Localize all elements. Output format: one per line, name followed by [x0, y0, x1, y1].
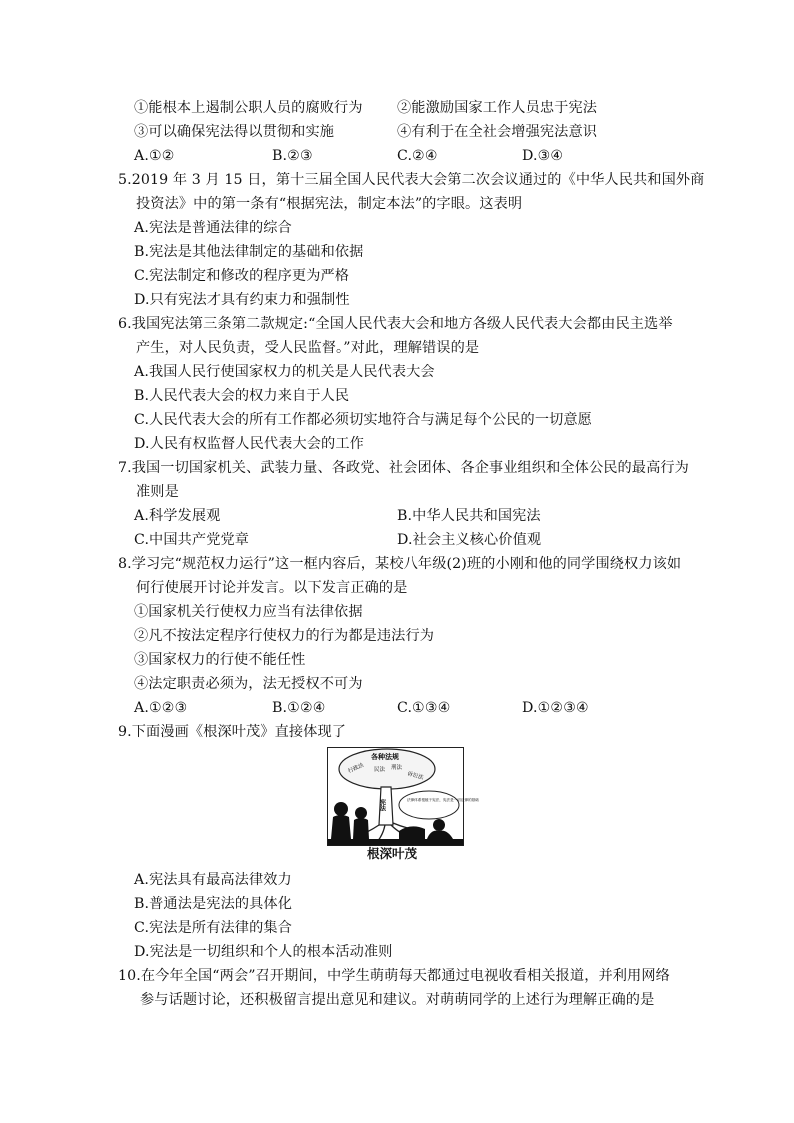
q8-stem-line2: 何行使展开讨论并发言。以下发言正确的是 [136, 580, 408, 596]
q8-statement-1: ①国家机关行使权力应当有法律依据 [134, 604, 363, 620]
q7-option-b: B.中华人民共和国宪法 [397, 508, 541, 524]
q4-statement-1: ①能根本上遏制公职人员的腐败行为 [134, 100, 363, 116]
q7-option-c: C.中国共产党党章 [134, 532, 250, 548]
q4-option-b: B.②③ [272, 148, 313, 164]
q8-option-c: C.①③④ [397, 700, 451, 716]
q4-option-a: A.①② [134, 148, 175, 164]
law-label-4: 诉讼法 [406, 771, 424, 782]
q8-statement-4: ④法定职责必须为，法无授权不可为 [134, 676, 363, 692]
law-label-3: 刑法 [391, 765, 403, 771]
q6-option-c: C.人民代表大会的所有工作都必须切实地符合与满足每个公民的一切意愿 [134, 412, 592, 428]
cartoon-root-deep-leaves-lush [327, 747, 479, 846]
speech-bubble [399, 791, 459, 819]
q10-stem-line2: 参与话题讨论，还积极留言提出意见和建议。对萌萌同学的上述行为理解正确的是 [140, 992, 655, 1008]
q5-stem-line1: 5.2019 年 3 月 15 日，第十三届全国人民代表大会第二次会议通过的《中华人民共和国外商 [118, 172, 705, 188]
q10-stem-line1: 10.在今年全国“两会”召开期间，中学生萌萌每天都通过电视收看相关报道，并利用网络 [118, 968, 670, 984]
q8-statement-3: ③国家权力的行使不能任性 [134, 652, 306, 668]
ground [328, 839, 464, 846]
q6-option-a: A.我国人民行使国家权力的机关是人民代表大会 [134, 364, 435, 380]
trunk-label: 宪法 [378, 799, 386, 811]
q5-option-a: A.宪法是普通法律的综合 [134, 220, 292, 236]
law-label-1: 行政法 [347, 762, 365, 775]
law-label-2: 民法 [374, 767, 386, 773]
q7-stem-line2: 准则是 [136, 484, 179, 500]
q4-statement-2: ②能激励国家工作人员忠于宪法 [397, 100, 598, 116]
q4-statement-4: ④有利于在全社会增强宪法意识 [397, 124, 598, 140]
q8-statement-2: ②凡不按法定程序行使权力的行为都是违法行为 [134, 628, 435, 644]
q4-option-d: D.③④ [522, 148, 564, 164]
q9-option-d: D.宪法是一切组织和个人的根本活动准则 [134, 944, 393, 960]
q6-option-d: D.人民有权监督人民代表大会的工作 [134, 436, 364, 452]
q9-option-b: B.普通法是宪法的具体化 [134, 896, 293, 912]
q5-option-b: B.宪法是其他法律制定的基础和依据 [134, 244, 364, 260]
q5-option-d: D.只有宪法才具有约束力和强制性 [134, 292, 350, 308]
cartoon-caption: 根深叶茂 [367, 846, 418, 861]
q8-option-d: D.①②③④ [522, 700, 589, 716]
q9-option-c: C.宪法是所有法律的集合 [134, 920, 292, 936]
q9-stem: 9.下面漫画《根深叶茂》直接体现了 [118, 724, 347, 740]
q4-option-c: C.②④ [397, 148, 438, 164]
q5-stem-line2: 投资法》中的第一条有“根据宪法，制定本法”的字眼。这表明 [136, 196, 523, 212]
q8-option-b: B.①②④ [272, 700, 326, 716]
q7-stem-line1: 7.我国一切国家机关、武装力量、各政党、社会团体、各企事业组织和全体公民的最高行为 [118, 460, 689, 476]
q4-statement-3: ③可以确保宪法得以贯彻和实施 [134, 124, 335, 140]
q8-option-a: A.①②③ [134, 700, 188, 716]
q6-stem-line1: 6.我国宪法第三条第二款规定:“全国人民代表大会和地方各级人民代表大会都由民主选举 [118, 316, 673, 332]
q6-option-b: B.人民代表大会的权力来自于人民 [134, 388, 350, 404]
q7-option-a: A.科学发展观 [134, 508, 221, 524]
speech-text: 法律体系根植于宪法，宪法是一切法律的基础 [407, 798, 479, 802]
crown-label: 各种法规 [371, 753, 399, 761]
q7-option-d: D.社会主义核心价值观 [397, 532, 542, 548]
q9-option-a: A.宪法具有最高法律效力 [134, 872, 292, 888]
q8-stem-line1: 8.学习完“规范权力运行”这一框内容后，某校八年级(2)班的小刚和他的同学围绕权力该如 [118, 556, 682, 572]
q6-stem-line2: 产生，对人民负责，受人民监督。”对此，理解错误的是 [136, 340, 480, 356]
q5-option-c: C.宪法制定和修改的程序更为严格 [134, 268, 350, 284]
